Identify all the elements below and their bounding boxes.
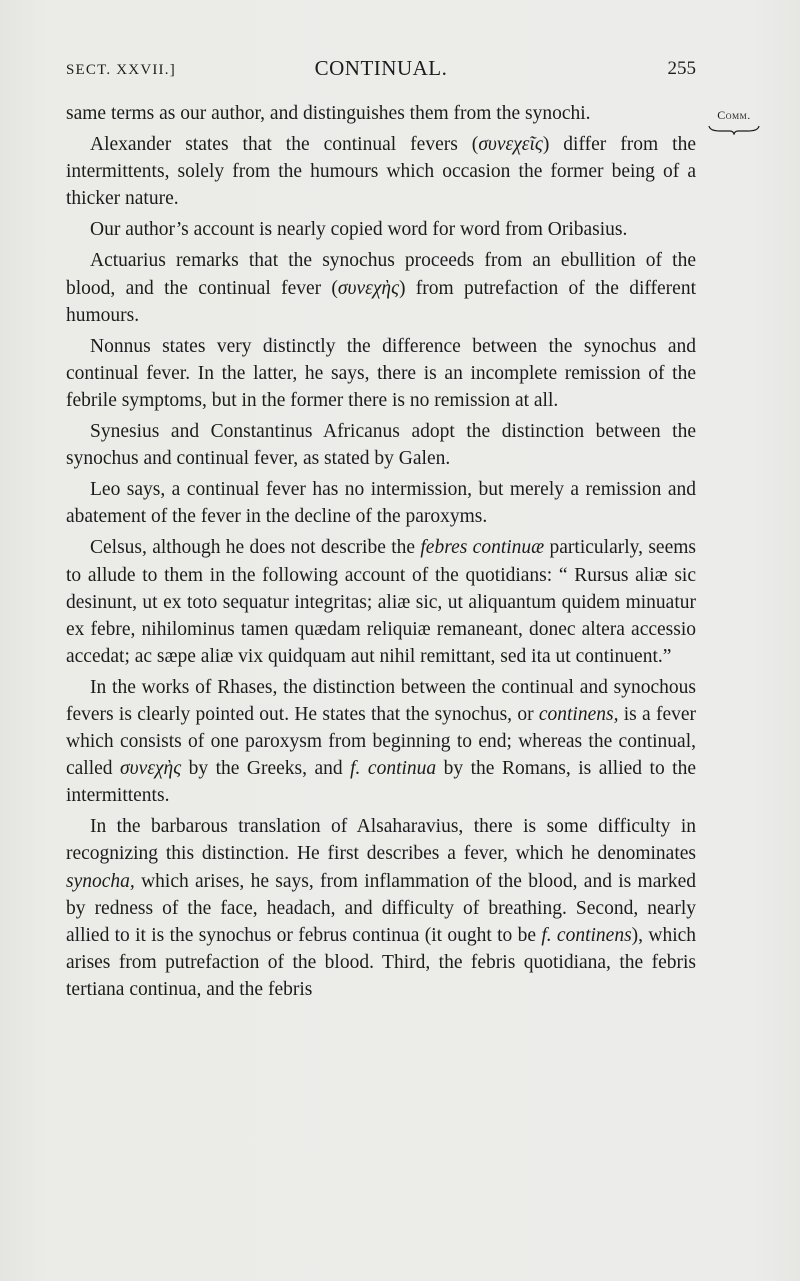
paragraph [66, 247, 696, 328]
paragraph [66, 813, 696, 1003]
text-run: ), which arises from putrefaction of the blood. Third, the febris quotidiana, the febris tertiana continua, and the febris [66, 924, 697, 1000]
text-run: Alexander states that the continual fevers ( [90, 134, 479, 156]
text-run: by the Romans, is allied to the intermittents. [66, 758, 696, 807]
text-run: In the works of Rhases, the distinction between the continual and synochous fevers is clearly pointed out. He states that the synochus, or [66, 676, 696, 725]
text-run: ) differ from the intermittents, solely from the humours which occasion the former being of a thicker nature. [66, 134, 696, 210]
italic-text: continens, [538, 703, 619, 725]
text-run: Our author’s account is nearly copied word for word from Oribasius. [90, 219, 628, 241]
body-text [66, 100, 696, 1007]
text-run: particularly, seems to allude to them in the following account of the quotidians: “ Rursus aliæ sic desinunt, ut ex toto sequatur integritas; aliæ sic, ut aliquantum quidem minuatur ex febre, nihilominus tamen quædam reliquiæ remaneant, donec altera accessio accedat; ac sæpe aliæ vix quidquam aut nihil remittant, sed ita ut continuent.” [66, 537, 696, 667]
italic-text: synocha, [66, 870, 135, 892]
paragraph [66, 333, 696, 414]
italic-text: febres continuæ [420, 537, 545, 559]
paragraph [66, 418, 696, 472]
paragraph [66, 674, 696, 809]
text-run: by the Greeks, and [181, 758, 351, 780]
paragraph [66, 131, 696, 212]
text-run: Nonnus states very distinctly the difference between the synochus and continual fever. In the latter, he says, there is an incomplete remission of the febrile symptoms, but in the former there is no remission at all. [66, 335, 696, 411]
text-run: In the barbarous translation of Alsaharavius, there is some difficulty in recognizing this distinction. He first describes a fever, which he denominates [66, 816, 696, 865]
page-number: 255 [667, 58, 696, 79]
text-run: Celsus, although he does not describe the [90, 537, 421, 559]
italic-text: f. continens [541, 924, 632, 946]
text-run: Synesius and Constantinus Africanus adopt the distinction between the synochus and continual fever, as stated by Galen. [66, 421, 696, 470]
italic-text: συνεχεῖς [478, 134, 543, 156]
italic-text: συνεχὴς [337, 277, 399, 299]
text-run: Leo says, a continual fever has no intermission, but merely a remission and abatement of the fever in the decline of the paroxyms. [66, 479, 696, 528]
text-run: which arises, he says, from inflammation of the blood, and is marked by redness of the face, headach, and difficulty of breathing. Second, nearly allied to it is the synochus or februs continua (it ought to be [66, 870, 696, 946]
paragraph [66, 534, 696, 669]
brace-icon [708, 125, 760, 135]
text-run: Actuarius remarks that the synochus proceeds from an ebullition of the blood, and the continual fever ( [66, 250, 696, 299]
running-header [66, 56, 696, 86]
paragraph [66, 100, 696, 127]
section-label: SECT. XXVII.] [66, 62, 176, 78]
margin-note [703, 108, 765, 135]
italic-text: f. continua [350, 758, 437, 780]
margin-note-label: Comm. [717, 108, 751, 122]
text-run: is a fever which consists of one paroxysm from beginning to end; whereas the continual, called [66, 703, 696, 780]
page-title: CONTINUAL. [314, 56, 448, 80]
paragraph [66, 476, 696, 530]
text-run: same terms as our author, and distinguishes them from the synochi. [66, 103, 591, 124]
paragraph [66, 216, 696, 243]
text-run: ) from putrefaction of the different humours. [66, 277, 696, 326]
italic-text: συνεχὴς [120, 758, 182, 780]
